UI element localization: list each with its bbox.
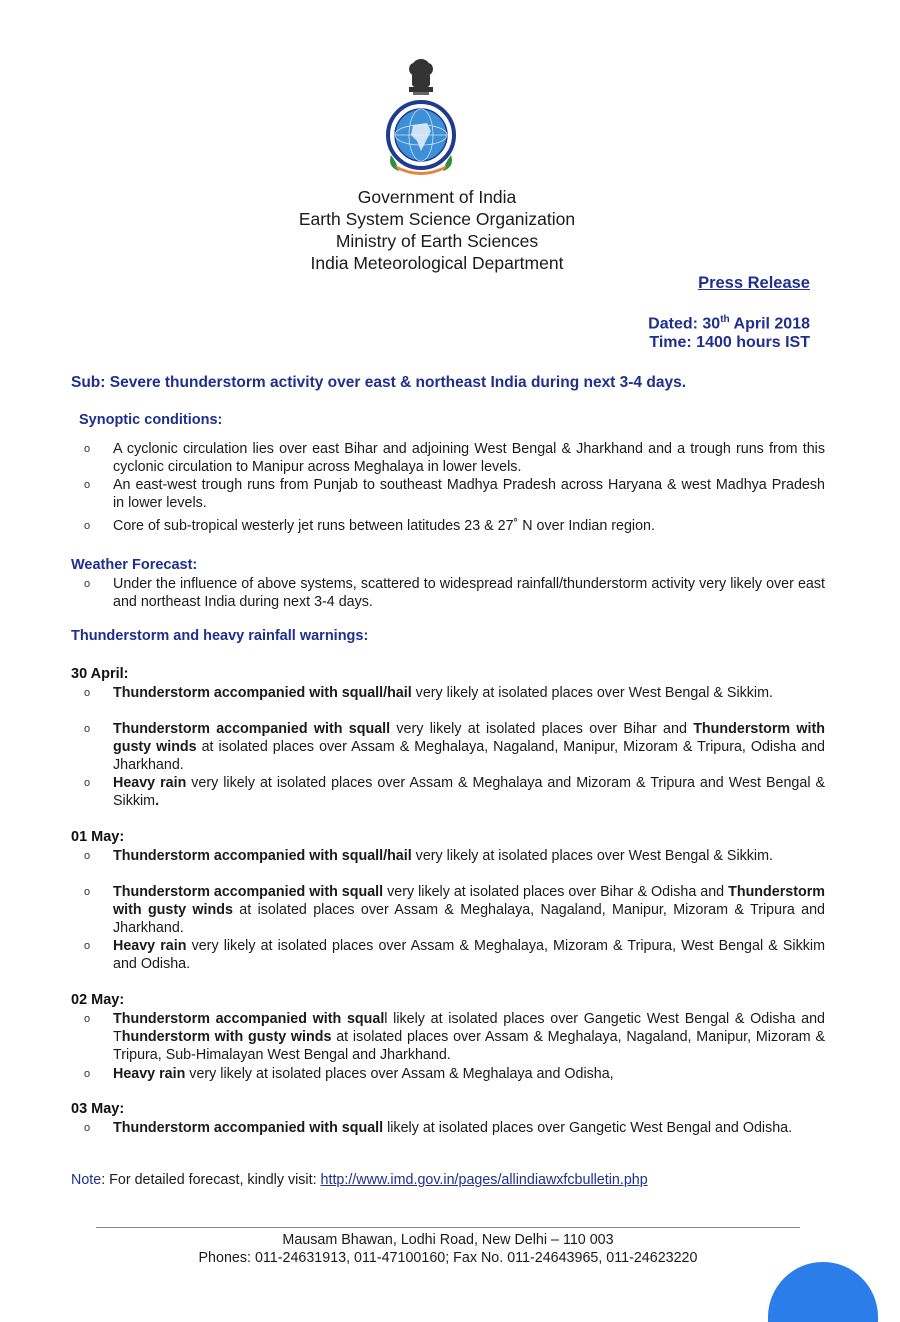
day-heading-03-may: 03 May: — [71, 1101, 125, 1117]
bullet-icon: o — [84, 520, 91, 532]
day-heading-02-may: 02 May: — [71, 992, 125, 1008]
warning-30apr-3 — [113, 774, 825, 810]
warning-text: likely at isolated places over Gangetic West Bengal and Odisha. — [383, 1120, 793, 1136]
bullet-icon: o — [84, 1068, 91, 1080]
bullet-icon: o — [84, 850, 91, 862]
floating-action-button[interactable] — [768, 1262, 878, 1322]
forecast-bulletin-link[interactable]: http://www.imd.gov.in/pages/allindiawxfcbulletin.php — [320, 1172, 648, 1188]
release-time: Time: 1400 hours IST — [649, 334, 810, 351]
warning-bold: Thunderstorm accompanied with squall — [113, 884, 384, 900]
issuing-authority — [0, 186, 874, 274]
synoptic-item-2: An east-west trough runs from Punjab to southeast Madhya Pradesh across Haryana & west Madhya Pradesh in lower levels. — [113, 477, 825, 511]
bullet-icon: o — [84, 886, 91, 898]
release-date-rest: April 2018 — [729, 315, 810, 333]
warning-text: very likely at isolated places over West Bengal & Sikkim. — [411, 848, 773, 864]
imd-emblem-icon — [383, 55, 459, 175]
forecast-item-1: Under the influence of above systems, scattered to widespread rainfall/thunderstorm activity very likely over east and northeast India during next 3-4 days. — [113, 576, 825, 610]
warning-bold: Heavy rain — [113, 1066, 186, 1082]
bullet-icon: o — [84, 940, 91, 952]
footer-divider — [96, 1227, 800, 1228]
warning-bold: Thunderstorm accompanied with squal — [113, 1011, 385, 1027]
warning-03may-1 — [113, 1119, 825, 1137]
day-heading-30-april: 30 April: — [71, 666, 129, 682]
warning-bold: Thunderstorm accompanied with squall/hail — [113, 848, 412, 864]
bullet-icon: o — [84, 723, 91, 735]
bullet-icon: o — [84, 777, 91, 789]
header-line-government: Government of India — [357, 187, 517, 207]
release-date — [648, 314, 810, 333]
synoptic-item-1: A cyclonic circulation lies over east Bihar and adjoining West Bengal & Jharkhand and a trough runs from this cyclonic circulation to Manipur across Meghalaya in lower levels. — [113, 441, 825, 475]
forecast-heading: Weather Forecast: — [71, 557, 198, 573]
warnings-heading: Thunderstorm and heavy rainfall warnings: — [71, 628, 369, 644]
warning-bold: Thunderstorm accompanied with squall/hail — [113, 685, 412, 701]
footer-address: Mausam Bhawan, Lodhi Road, New Delhi – 110 003 — [282, 1232, 614, 1248]
warning-02may-1 — [113, 1010, 825, 1064]
warning-text: at isolated places over Assam & Meghalaya, Nagaland, Manipur, Mizoram & Tripura and Jharkhand. — [113, 902, 826, 936]
warning-text: very likely at isolated places over Bihar and — [390, 721, 694, 737]
bullet-icon: o — [84, 479, 91, 491]
warning-text: very likely at isolated places over Assam & Meghalaya and Odisha, — [185, 1066, 614, 1082]
warning-text: very likely at isolated places over West Bengal & Sikkim. — [411, 685, 773, 701]
warning-bold: Thunderstorm accompanied with squall — [113, 721, 391, 737]
warning-30apr-2 — [113, 720, 825, 774]
warning-bold: Thunderstorm accompanied with squall — [113, 1120, 384, 1136]
header-line-essso: Earth System Science Organization — [298, 209, 576, 229]
synoptic-heading: Synoptic conditions: — [79, 412, 223, 428]
bullet-icon: o — [84, 578, 91, 590]
subject-line: Sub: Severe thunderstorm activity over east & northeast India during next 3-4 days. — [71, 374, 686, 391]
bullet-icon: o — [84, 1122, 91, 1134]
warning-bold: Heavy rain — [113, 938, 187, 954]
note-text: : For detailed forecast, kindly visit: — [101, 1172, 321, 1188]
warning-text: at isolated places over Assam & Meghalaya, Nagaland, Manipur, Mizoram & Tripura, Sub-Himalayan West Bengal and Jharkhand. — [113, 1029, 826, 1063]
warning-bold: hunderstorm with gusty winds — [121, 1029, 332, 1045]
synoptic-item-3: Core of sub-tropical westerly jet runs between latitudes 23 & 27˚ N over Indian region. — [113, 518, 655, 534]
warning-bold: Thunderstorm with gusty winds — [113, 721, 825, 755]
header-line-ministry: Ministry of Earth Sciences — [335, 231, 539, 251]
day-heading-01-may: 01 May: — [71, 829, 125, 845]
warning-01may-1 — [113, 847, 825, 865]
note-line — [71, 1172, 648, 1188]
press-release-label: Press Release — [698, 274, 810, 292]
warning-02may-2 — [113, 1065, 825, 1083]
warning-text: very likely at isolated places over Bihar & Odisha and — [383, 884, 729, 900]
warning-bold: Heavy rain — [113, 775, 187, 791]
bullet-icon: o — [84, 443, 91, 455]
warning-01may-3 — [113, 937, 825, 973]
release-date-label: Dated: 30 — [648, 315, 721, 333]
release-date-suffix: th — [720, 314, 730, 325]
bullet-icon: o — [84, 1013, 91, 1025]
header-line-imd: India Meteorological Department — [310, 253, 564, 273]
warning-30apr-1 — [113, 684, 825, 702]
note-label: Note — [71, 1172, 102, 1188]
warning-text: very likely at isolated places over Assam & Meghalaya and Mizoram & Tripura and West Bengal & Sikkim — [113, 775, 825, 809]
warning-bold: . — [155, 793, 160, 809]
bullet-icon: o — [84, 687, 91, 699]
warning-bold: Thunderstorm with gusty winds — [113, 884, 826, 918]
lion-capital-icon — [409, 59, 433, 95]
warning-text: very likely at isolated places over Assam & Meghalaya, Mizoram & Tripura, West Bengal & Sikkim and Odisha. — [113, 938, 825, 972]
warning-01may-2 — [113, 883, 825, 937]
warning-text: at isolated places over Assam & Meghalaya, Nagaland, Manipur, Mizoram & Tripura, Odisha and Jharkhand. — [113, 739, 825, 773]
warning-text: l likely at isolated places over Gangetic West Bengal & Odisha and T — [113, 1011, 825, 1045]
footer-phones: Phones: 011-24631913, 011-47100160; Fax No. 011-24643965, 011-24623220 — [198, 1250, 698, 1266]
